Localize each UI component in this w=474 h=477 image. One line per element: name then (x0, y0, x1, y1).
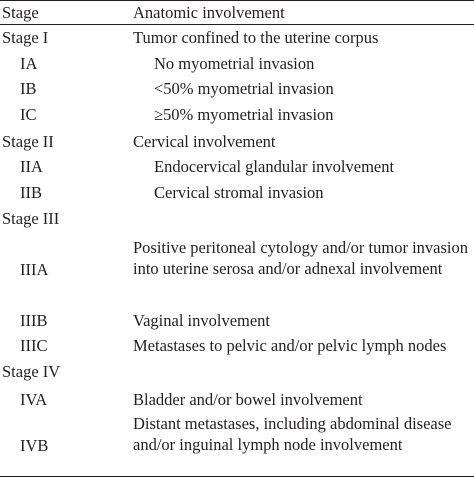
stage-label: IIIC (20, 336, 48, 355)
involvement-text: Tumor confined to the uterine corpus (133, 28, 379, 47)
stage-label: IB (20, 79, 37, 98)
involvement-text: Vaginal involvement (133, 311, 271, 330)
stage-label: Stage II (2, 132, 54, 151)
stage-label: IIIB (20, 311, 48, 330)
involvement-text: Endocervical glandular involvement (154, 157, 395, 176)
stage-label: IVA (20, 390, 48, 409)
involvement-text: Distant metastases, including abdominal disease and/or inguinal lymph node involvement (133, 414, 452, 454)
table-top-rule (0, 0, 474, 1)
stage-label: IIB (20, 183, 42, 202)
involvement-text: Cervical stromal invasion (154, 183, 324, 202)
involvement-text: <50% myometrial invasion (154, 79, 334, 98)
involvement-text: Positive peritoneal cytology and/or tumor invasion into uterine serosa and/or adnexal involvement (133, 238, 468, 278)
involvement-text: Bladder and/or bowel involvement (133, 390, 363, 409)
stage-label: Stage III (2, 209, 60, 228)
involvement-text: ≥50% myometrial invasion (154, 105, 334, 124)
involvement-text: Metastases to pelvic and/or pelvic lymph nodes (133, 336, 447, 355)
header-stage: Stage (2, 3, 39, 22)
stage-label: IC (20, 105, 37, 124)
stage-label: IVB (20, 436, 49, 455)
involvement-text: Cervical involvement (133, 132, 276, 151)
table-header-rule (0, 24, 474, 25)
stage-label: IA (20, 54, 38, 73)
involvement-text: No myometrial invasion (154, 54, 315, 73)
stage-label: Stage IV (2, 362, 61, 381)
header-involvement: Anatomic involvement (133, 3, 285, 22)
stage-label: Stage I (2, 28, 49, 47)
stage-label: IIA (20, 157, 43, 176)
stage-label: IIIA (20, 260, 49, 279)
